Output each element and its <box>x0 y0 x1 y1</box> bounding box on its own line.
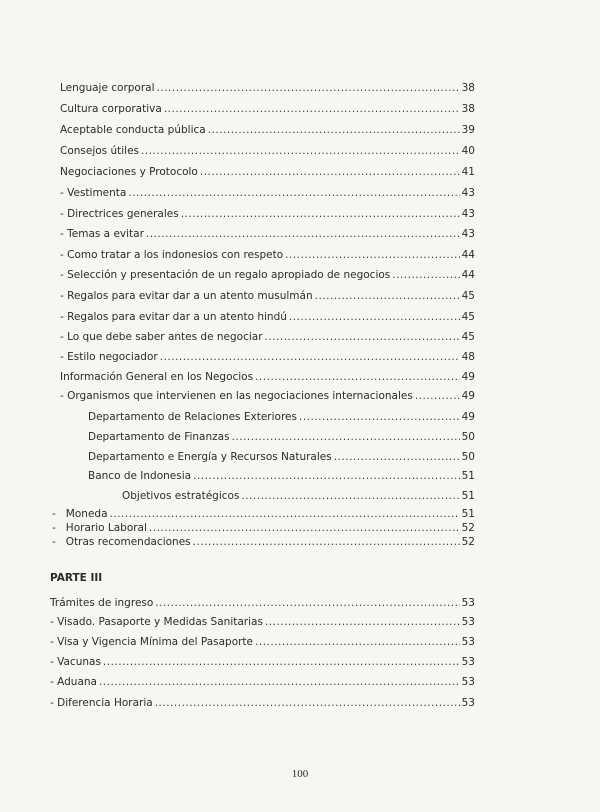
toc-leader-dots <box>160 350 460 364</box>
toc-entry-title: - Estilo negociador <box>60 351 158 363</box>
toc-leader-dots <box>99 675 460 689</box>
toc-entry <box>52 521 475 535</box>
toc-entry <box>60 370 475 384</box>
toc-entry <box>60 81 475 95</box>
toc-leader-dots <box>255 370 460 384</box>
toc-entry <box>50 655 475 669</box>
toc-entry-page: 48 <box>461 351 475 363</box>
toc-entry <box>88 450 475 464</box>
toc-entry-title: - Temas a evitar <box>60 228 144 240</box>
toc-leader-dots <box>193 469 460 483</box>
toc-entry <box>50 635 475 649</box>
toc-entry <box>88 410 475 424</box>
toc-entry-page: 43 <box>461 228 475 240</box>
toc-leader-dots <box>128 186 459 200</box>
toc-leader-dots <box>200 165 460 179</box>
toc-leader-dots <box>155 696 460 710</box>
toc-entry-title: - Lo que debe saber antes de negociar <box>60 331 263 343</box>
toc-entry-title: Departamento de Relaciones Exteriores <box>88 411 297 423</box>
toc-entry-page: 43 <box>461 208 475 220</box>
toc-leader-dots <box>334 450 460 464</box>
toc-entry-page: 50 <box>461 451 475 463</box>
toc-entry-title: Consejos útiles <box>60 145 140 157</box>
toc-entry-title: - Diferencia Horaria <box>50 697 153 709</box>
toc-entry-page: 38 <box>461 82 475 94</box>
toc-leader-dots <box>155 596 459 610</box>
toc-leader-dots <box>193 535 460 549</box>
toc-entry <box>52 535 475 549</box>
toc-entry-page: 41 <box>461 166 475 178</box>
toc-entry-title: - Otras recomendaciones <box>52 536 191 548</box>
toc-entry-page: 53 <box>461 697 475 709</box>
toc-entry-page: 39 <box>461 124 475 136</box>
toc-entry-title: Negociaciones y Protocolo <box>60 166 198 178</box>
toc-leader-dots <box>265 330 460 344</box>
toc-entry-title: Información General en los Negocios <box>60 371 254 383</box>
toc-entry <box>60 165 475 179</box>
toc-entry-page: 53 <box>461 636 475 648</box>
toc-leader-dots <box>241 489 459 503</box>
toc-entry-page: 45 <box>461 331 475 343</box>
toc-leader-dots <box>110 507 460 521</box>
toc-entry-page: 45 <box>461 311 475 323</box>
toc-leader-dots <box>103 655 460 669</box>
toc-entry <box>50 596 475 610</box>
toc-entry-page: 40 <box>461 145 475 157</box>
toc-entry-title: - Organismos que intervienen en las negociaciones internacionales <box>60 390 413 402</box>
toc-entry-page: 50 <box>461 431 475 443</box>
toc-entry <box>60 350 475 364</box>
section-heading: PARTE III <box>50 572 103 584</box>
toc-entry <box>60 207 475 221</box>
toc-entry <box>60 186 475 200</box>
toc-leader-dots <box>157 81 460 95</box>
toc-entry-title: - Aduana <box>50 676 97 688</box>
toc-entry-title: - Como tratar a los indonesios con respeto <box>60 249 284 261</box>
toc-entry <box>52 507 475 521</box>
toc-leader-dots <box>208 123 460 137</box>
toc-entry-title: - Vacunas <box>50 656 101 668</box>
toc-leader-dots <box>285 248 459 262</box>
toc-entry-title: Aceptable conducta pública <box>60 124 206 136</box>
toc-entry <box>122 489 475 503</box>
toc-entry-title: - Directrices generales <box>60 208 179 220</box>
page-number: 100 <box>291 768 309 780</box>
toc-entry-page: 52 <box>461 536 475 548</box>
toc-entry-title: - Horario Laboral <box>52 522 147 534</box>
toc-entry-page: 44 <box>461 269 475 281</box>
toc-leader-dots <box>299 410 460 424</box>
toc-entry-title: - Vestimenta <box>60 187 127 199</box>
toc-leader-dots <box>255 635 460 649</box>
toc-entry-title: Lenguaje corporal <box>60 82 155 94</box>
toc-entry-title: Cultura corporativa <box>60 103 162 115</box>
toc-entry <box>88 430 475 444</box>
toc-leader-dots <box>315 289 460 303</box>
toc-entry <box>60 389 475 403</box>
toc-entry-page: 49 <box>461 371 475 383</box>
toc-entry-title: - Regalos para evitar dar a un atento hindú <box>60 311 287 323</box>
toc-leader-dots <box>149 521 460 535</box>
toc-leader-dots <box>289 310 460 324</box>
toc-entry <box>88 469 475 483</box>
toc-entry-title: - Selección y presentación de un regalo apropiado de negocios <box>60 269 391 281</box>
toc-entry-page: 49 <box>461 411 475 423</box>
toc-leader-dots <box>392 268 459 282</box>
toc-entry-page: 53 <box>461 616 475 628</box>
toc-leader-dots <box>164 102 460 116</box>
toc-leader-dots <box>146 227 460 241</box>
toc-entry <box>60 144 475 158</box>
toc-leader-dots <box>232 430 460 444</box>
toc-entry <box>60 227 475 241</box>
toc-entry <box>60 330 475 344</box>
toc-entry-page: 51 <box>461 490 475 502</box>
toc-entry-page: 53 <box>461 656 475 668</box>
toc-entry <box>50 696 475 710</box>
toc-entry <box>60 123 475 137</box>
toc-entry-page: 45 <box>461 290 475 302</box>
toc-entry-title: Departamento e Energía y Recursos Naturales <box>88 451 332 463</box>
toc-entry-title: - Visado. Pasaporte y Medidas Sanitarias <box>50 616 263 628</box>
toc-entry-page: 52 <box>461 522 475 534</box>
toc-entry <box>60 248 475 262</box>
toc-entry-page: 51 <box>461 470 475 482</box>
toc-entry-page: 38 <box>461 103 475 115</box>
toc-entry-page: 49 <box>461 390 475 402</box>
toc-entry-page: 51 <box>461 508 475 520</box>
toc-entry-page: 53 <box>461 676 475 688</box>
toc-leader-dots <box>265 615 460 629</box>
toc-entry-title: - Visa y Vigencia Mínima del Pasaporte <box>50 636 254 648</box>
toc-entry-title: Banco de Indonesia <box>88 470 192 482</box>
toc-entry-title: Trámites de ingreso <box>50 597 154 609</box>
toc-entry <box>50 615 475 629</box>
toc-entry-title: - Moneda <box>52 508 108 520</box>
toc-entry <box>50 675 475 689</box>
toc-entry-title: - Regalos para evitar dar a un atento musulmán <box>60 290 313 302</box>
toc-leader-dots <box>181 207 460 221</box>
toc-entry-page: 44 <box>461 249 475 261</box>
toc-leader-dots <box>141 144 460 158</box>
toc-entry-page: 53 <box>461 597 475 609</box>
toc-entry <box>60 310 475 324</box>
toc-entry-page: 43 <box>461 187 475 199</box>
toc-entry <box>60 268 475 282</box>
toc-entry-title: Departamento de Finanzas <box>88 431 230 443</box>
toc-entry-title: Objetivos estratégicos <box>122 490 240 502</box>
toc-entry <box>60 102 475 116</box>
toc-entry <box>60 289 475 303</box>
toc-leader-dots <box>415 389 460 403</box>
